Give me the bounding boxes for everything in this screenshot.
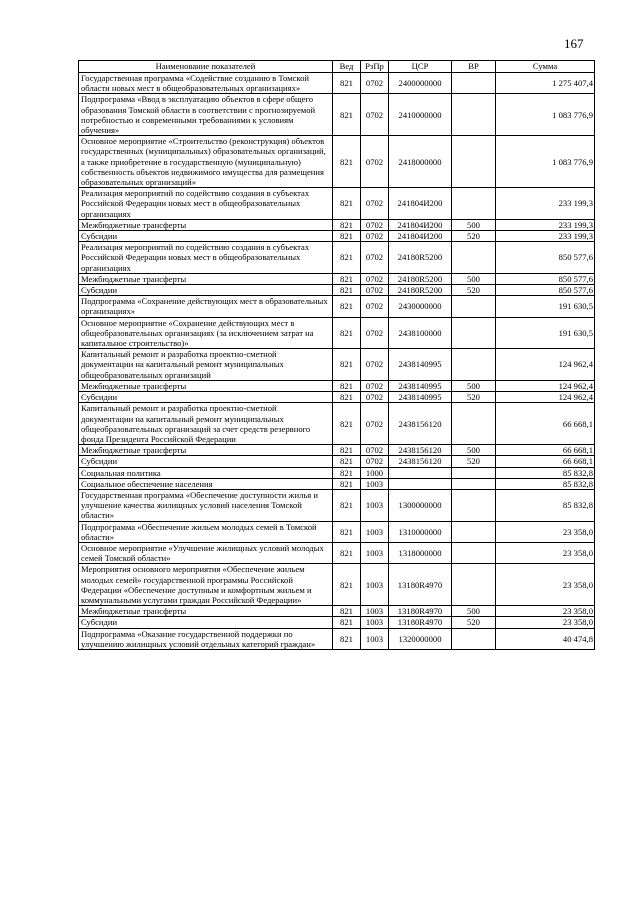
cell-csr: 2438140995 [389, 380, 452, 391]
cell-ved: 821 [333, 564, 361, 606]
cell-name: Основное мероприятие «Сохранение действующих мест в общеобразовательных организациях (за исключением затрат на капитальное строительство)» [79, 317, 333, 349]
cell-csr [389, 467, 452, 478]
cell-ved: 821 [333, 489, 361, 521]
cell-rzpr: 1003 [361, 489, 389, 521]
table-row [79, 521, 595, 542]
cell-vr [452, 489, 496, 521]
cell-vr [452, 542, 496, 563]
cell-vr [452, 478, 496, 489]
cell-rzpr: 0702 [361, 273, 389, 284]
cell-sum: 1 275 407,4 [496, 73, 595, 94]
cell-name: Подпрограмма «Ввод в эксплуатацию объектов в сфере общего образования Томской области в соответствии с прогнозируемой потребностью и современными требованиями к условиям обучения» [79, 94, 333, 136]
cell-sum: 66 668,1 [496, 456, 595, 467]
cell-name: Капитальный ремонт и разработка проектно-сметной документации на капитальный ремонт муниципальных общеобразовательных организаций [79, 349, 333, 381]
table-row [79, 73, 595, 94]
cell-ved: 821 [333, 380, 361, 391]
table-row [79, 285, 595, 296]
cell-rzpr: 1003 [361, 521, 389, 542]
cell-sum: 66 668,1 [496, 403, 595, 445]
cell-sum: 23 358,0 [496, 606, 595, 617]
table-row [79, 606, 595, 617]
cell-name: Межбюджетные трансферты [79, 219, 333, 230]
cell-ved: 821 [333, 521, 361, 542]
cell-csr: 2438156120 [389, 445, 452, 456]
column-header-ved: Вед [333, 61, 361, 73]
table-row [79, 242, 595, 274]
cell-sum: 233 199,3 [496, 188, 595, 220]
table-row [79, 564, 595, 606]
cell-ved: 821 [333, 273, 361, 284]
cell-csr: 24180R5200 [389, 242, 452, 274]
cell-name: Субсидии [79, 231, 333, 242]
cell-csr: 2438140995 [389, 349, 452, 381]
cell-csr: 1310000000 [389, 521, 452, 542]
cell-rzpr: 1003 [361, 564, 389, 606]
table-row [79, 542, 595, 563]
column-header-sum: Сумма [496, 61, 595, 73]
cell-vr: 520 [452, 231, 496, 242]
cell-name: Мероприятия основного мероприятия «Обеспечение жильем молодых семей» государственной программы Российской Федерации «Обеспечение доступным и комфортным жильем и коммунальными услугами граждан Российской Федерации» [79, 564, 333, 606]
cell-rzpr: 1003 [361, 542, 389, 563]
cell-vr: 500 [452, 380, 496, 391]
cell-vr: 520 [452, 617, 496, 628]
cell-csr: 24180R5200 [389, 273, 452, 284]
column-header-csr: ЦСР [389, 61, 452, 73]
cell-sum: 66 668,1 [496, 445, 595, 456]
cell-name: Межбюджетные трансферты [79, 380, 333, 391]
cell-sum: 23 358,0 [496, 617, 595, 628]
cell-csr: 1320000000 [389, 628, 452, 649]
cell-sum: 23 358,0 [496, 521, 595, 542]
cell-csr: 2438100000 [389, 317, 452, 349]
cell-vr: 520 [452, 285, 496, 296]
cell-csr: 13180R4970 [389, 617, 452, 628]
cell-sum: 850 577,6 [496, 273, 595, 284]
table-row [79, 392, 595, 403]
table-row [79, 136, 595, 188]
cell-ved: 821 [333, 467, 361, 478]
cell-sum: 124 962,4 [496, 380, 595, 391]
cell-sum: 124 962,4 [496, 349, 595, 381]
cell-rzpr: 1003 [361, 628, 389, 649]
page-number: 167 [564, 36, 584, 51]
table-row [79, 219, 595, 230]
cell-ved: 821 [333, 136, 361, 188]
cell-sum: 124 962,4 [496, 392, 595, 403]
cell-csr: 13180R4970 [389, 606, 452, 617]
cell-vr: 500 [452, 606, 496, 617]
cell-ved: 821 [333, 231, 361, 242]
cell-vr [452, 349, 496, 381]
cell-rzpr: 0702 [361, 456, 389, 467]
cell-vr [452, 564, 496, 606]
cell-vr [452, 296, 496, 317]
cell-ved: 821 [333, 349, 361, 381]
cell-sum: 23 358,0 [496, 564, 595, 606]
cell-vr [452, 94, 496, 136]
table-body [79, 73, 595, 650]
cell-vr: 500 [452, 273, 496, 284]
cell-csr: 1300000000 [389, 489, 452, 521]
table-row [79, 317, 595, 349]
cell-name: Межбюджетные трансферты [79, 445, 333, 456]
cell-vr [452, 136, 496, 188]
table-header-row [79, 61, 595, 73]
cell-csr: 2438140995 [389, 392, 452, 403]
cell-csr: 2438156120 [389, 456, 452, 467]
column-header-rzpr: РзПр [361, 61, 389, 73]
cell-sum: 191 630,5 [496, 317, 595, 349]
table-row [79, 445, 595, 456]
cell-rzpr: 0702 [361, 231, 389, 242]
table-row [79, 296, 595, 317]
cell-csr: 241804И200 [389, 231, 452, 242]
cell-ved: 821 [333, 628, 361, 649]
cell-name: Межбюджетные трансферты [79, 606, 333, 617]
cell-sum: 191 630,5 [496, 296, 595, 317]
column-header-name: Наименование показателей [79, 61, 333, 73]
cell-name: Капитальный ремонт и разработка проектно-сметной документации на капитальный ремонт муниципальных общеобразовательных организаций за счет средств резервного фонда Президента Российской Федерации [79, 403, 333, 445]
cell-sum: 233 199,3 [496, 219, 595, 230]
cell-name: Подпрограмма «Оказание государственной поддержки по улучшению жилищных условий отдельных категорий граждан» [79, 628, 333, 649]
cell-sum: 850 577,6 [496, 242, 595, 274]
cell-rzpr: 0702 [361, 380, 389, 391]
table-row [79, 403, 595, 445]
cell-csr: 2438156120 [389, 403, 452, 445]
cell-csr: 241804И200 [389, 219, 452, 230]
cell-csr: 2418000000 [389, 136, 452, 188]
cell-vr: 520 [452, 456, 496, 467]
cell-rzpr: 0702 [361, 219, 389, 230]
cell-sum: 1 083 776,9 [496, 94, 595, 136]
cell-ved: 821 [333, 392, 361, 403]
cell-rzpr: 0702 [361, 188, 389, 220]
cell-vr [452, 242, 496, 274]
cell-csr: 2410000000 [389, 94, 452, 136]
cell-vr [452, 467, 496, 478]
cell-vr [452, 403, 496, 445]
cell-name: Субсидии [79, 456, 333, 467]
column-header-vr: ВР [452, 61, 496, 73]
cell-name: Субсидии [79, 392, 333, 403]
cell-vr: 520 [452, 392, 496, 403]
cell-rzpr: 1003 [361, 606, 389, 617]
cell-rzpr: 0702 [361, 445, 389, 456]
cell-csr: 13180R4970 [389, 564, 452, 606]
cell-name: Субсидии [79, 285, 333, 296]
cell-rzpr: 0702 [361, 242, 389, 274]
cell-name: Подпрограмма «Сохранение действующих мест в образовательных организациях» [79, 296, 333, 317]
table-row [79, 273, 595, 284]
cell-rzpr: 1003 [361, 617, 389, 628]
cell-rzpr: 0702 [361, 392, 389, 403]
cell-rzpr: 0702 [361, 73, 389, 94]
cell-sum: 85 832,8 [496, 467, 595, 478]
table-row [79, 489, 595, 521]
budget-table [78, 60, 595, 650]
cell-rzpr: 0702 [361, 403, 389, 445]
cell-rzpr: 0702 [361, 94, 389, 136]
cell-ved: 821 [333, 478, 361, 489]
cell-vr [452, 628, 496, 649]
cell-ved: 821 [333, 456, 361, 467]
cell-ved: 821 [333, 285, 361, 296]
cell-name: Социальное обеспечение населения [79, 478, 333, 489]
cell-ved: 821 [333, 403, 361, 445]
cell-vr [452, 188, 496, 220]
cell-vr: 500 [452, 219, 496, 230]
cell-sum: 233 199,3 [496, 231, 595, 242]
cell-vr [452, 317, 496, 349]
cell-csr: 2400000000 [389, 73, 452, 94]
table-row [79, 478, 595, 489]
table-row [79, 94, 595, 136]
cell-name: Государственная программа «Содействие созданию в Томской области новых мест в общеобразовательных организациях» [79, 73, 333, 94]
cell-ved: 821 [333, 317, 361, 349]
cell-vr: 500 [452, 445, 496, 456]
cell-name: Основное мероприятие «Улучшение жилищных условий молодых семей Томской области» [79, 542, 333, 563]
table-row [79, 380, 595, 391]
cell-name: Реализация мероприятий по содействию создания в субъектах Российской Федерации новых мест в общеобразовательных организациях [79, 242, 333, 274]
cell-name: Социальная политика [79, 467, 333, 478]
table-row [79, 467, 595, 478]
cell-sum: 85 832,8 [496, 478, 595, 489]
cell-ved: 821 [333, 94, 361, 136]
cell-sum: 40 474,8 [496, 628, 595, 649]
cell-sum: 1 083 776,9 [496, 136, 595, 188]
cell-ved: 821 [333, 445, 361, 456]
cell-ved: 821 [333, 219, 361, 230]
cell-ved: 821 [333, 73, 361, 94]
cell-sum: 85 832,8 [496, 489, 595, 521]
cell-rzpr: 1003 [361, 478, 389, 489]
cell-name: Субсидии [79, 617, 333, 628]
table-row [79, 628, 595, 649]
cell-rzpr: 0702 [361, 136, 389, 188]
cell-csr: 1318000000 [389, 542, 452, 563]
cell-ved: 821 [333, 188, 361, 220]
table-row [79, 231, 595, 242]
cell-name: Межбюджетные трансферты [79, 273, 333, 284]
cell-rzpr: 1000 [361, 467, 389, 478]
cell-csr: 24180R5200 [389, 285, 452, 296]
cell-ved: 821 [333, 242, 361, 274]
cell-name: Реализация мероприятий по содействию создания в субъектах Российской Федерации новых мест в общеобразовательных организациях [79, 188, 333, 220]
cell-rzpr: 0702 [361, 317, 389, 349]
cell-ved: 821 [333, 606, 361, 617]
cell-rzpr: 0702 [361, 296, 389, 317]
cell-csr [389, 478, 452, 489]
cell-vr [452, 73, 496, 94]
cell-name: Основное мероприятие «Строительство (реконструкция) объектов государственных (муниципальных) образовательных организаций, а также приобретение в государственную (муниципальную) собственность объектов недвижимого имущества для размещения образовательных организаций» [79, 136, 333, 188]
table-row [79, 188, 595, 220]
cell-ved: 821 [333, 296, 361, 317]
cell-csr: 241804И200 [389, 188, 452, 220]
cell-name: Государственная программа «Обеспечение доступности жилья и улучшение качества жилищных условий населения Томской области» [79, 489, 333, 521]
table-row [79, 617, 595, 628]
cell-rzpr: 0702 [361, 349, 389, 381]
cell-csr: 2430000000 [389, 296, 452, 317]
table-row [79, 456, 595, 467]
cell-vr [452, 521, 496, 542]
cell-name: Подпрограмма «Обеспечение жильем молодых семей в Томской области» [79, 521, 333, 542]
cell-sum: 23 358,0 [496, 542, 595, 563]
cell-ved: 821 [333, 542, 361, 563]
cell-rzpr: 0702 [361, 285, 389, 296]
table-row [79, 349, 595, 381]
cell-ved: 821 [333, 617, 361, 628]
cell-sum: 850 577,6 [496, 285, 595, 296]
